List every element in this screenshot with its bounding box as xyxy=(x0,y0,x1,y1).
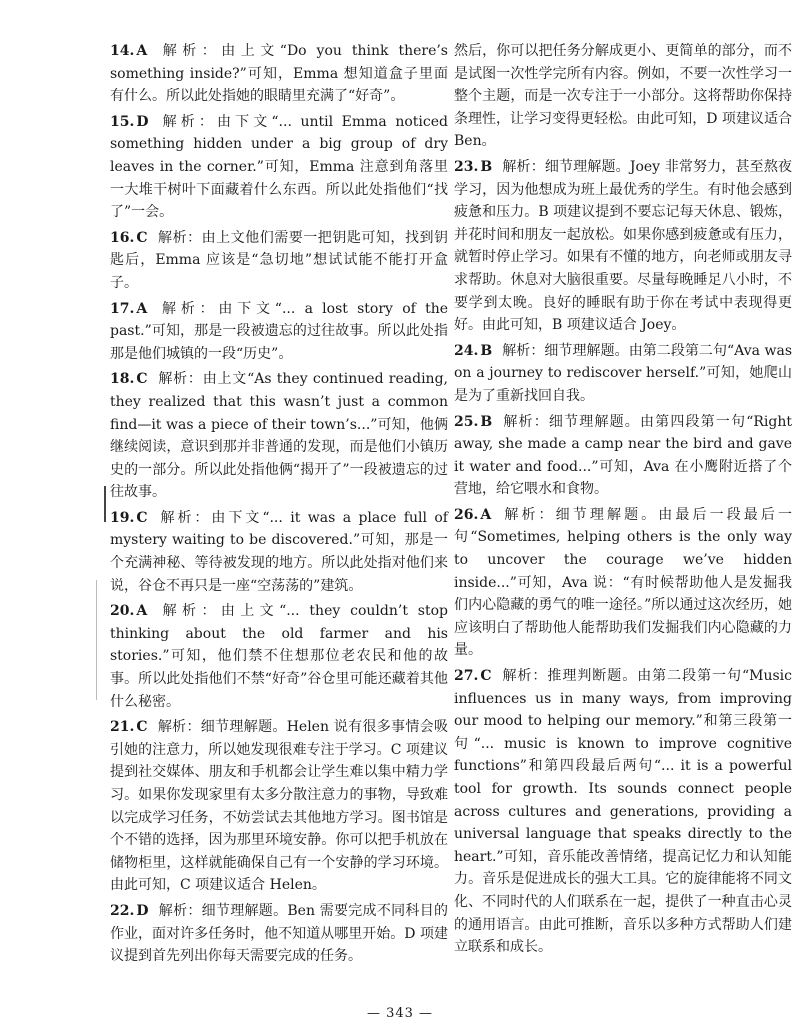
answer-letter: A xyxy=(136,300,148,317)
question-number: 27. xyxy=(454,668,479,685)
answer-letter: C xyxy=(480,668,492,685)
question-number: 20. xyxy=(110,603,135,620)
question-number: 25. xyxy=(454,413,479,430)
answer-entry-19 xyxy=(110,507,448,597)
question-number: 15. xyxy=(110,113,135,130)
explanation-text: 解析：细节理解题。由第二段第二句“Ava was on a journey to rediscover herself.”可知，她爬山是为了重新找回自我。 xyxy=(454,342,792,404)
answer-letter: C xyxy=(136,509,148,526)
answer-entry-27 xyxy=(454,665,792,959)
answer-22-continuation: 然后，你可以把任务分解成更小、更简单的部分，而不是试图一次性学完所有内容。例如，不要一次性学习一整个主题，而是一次专注于一小部分。这将帮助你保持条理性，让学习变得更轻松。由此可知，D 项建议适合 Ben。 xyxy=(454,43,792,150)
explanation-text: 解析：由下文“... it was a place full of mystery waiting to be discovered.”可知，那是一个充满神秘、等待被发现的地方。所以此处指对他们来说，谷仓不再只是一座“空荡荡的”建筑。 xyxy=(110,509,448,594)
answer-entry-15 xyxy=(110,111,448,224)
question-number: 18. xyxy=(110,371,135,388)
answer-letter: A xyxy=(136,603,148,620)
answer-letter: D xyxy=(136,113,149,130)
answer-entry-16 xyxy=(110,227,448,295)
question-number: 16. xyxy=(110,229,135,246)
explanation-text: 解析：由上文“Do you think there’s something inside?”可知，Emma 想知道盒子里面有什么。所以此处指她的眼睛里充满了“好奇”。 xyxy=(110,43,448,105)
explanation-text: 解析：细节理解题。由最后一段最后一句“Sometimes, helping others is the only way to uncover the courage we’ve hidden inside...”可知，Ava 说：“有时候帮助他人是发掘我们内心隐藏的勇气的唯一途径。”所以通过这次经历，她应该明白了帮助他人能帮助我们发掘我们内心隐藏的力量。 xyxy=(454,506,792,659)
answer-entry-20 xyxy=(110,600,448,713)
question-number: 26. xyxy=(454,506,479,523)
answer-letter: C xyxy=(136,371,148,388)
question-number: 23. xyxy=(454,158,479,175)
answer-entry-25 xyxy=(454,411,792,501)
answer-entry-14 xyxy=(110,40,448,108)
question-number: 19. xyxy=(110,509,135,526)
question-number: 24. xyxy=(454,342,479,359)
answer-entry-21 xyxy=(110,716,448,897)
explanation-text: 解析：细节理解题。Joey 非常努力，甚至熬夜学习，因为他想成为班上最优秀的学生。有时他会感到疲惫和压力。B 项建议提到不要忘记每天休息、锻炼，并花时间和朋友一起放松。如果你感到疲惫或有压力，就暂时停止学习。如果有不懂的地方，向老师或朋友寻求帮助。休息对大脑很重要。尽量每晚睡足八小时，不要学到太晚。良好的睡眠有助于你在考试中表现得更好。由此可知，B 项建议适合 Joey。 xyxy=(454,158,792,334)
margin-scan-line xyxy=(96,580,97,700)
right-column xyxy=(454,40,792,962)
left-column xyxy=(110,40,448,971)
question-number: 22. xyxy=(110,902,135,919)
answer-entry-18 xyxy=(110,368,448,504)
margin-bracket-mark xyxy=(104,486,106,522)
answer-entry-23 xyxy=(454,156,792,337)
answer-letter: B xyxy=(480,413,493,430)
answer-letter: A xyxy=(480,506,492,523)
explanation-text: 解析：细节理解题。Ben 需要完成不同科目的作业，面对许多任务时，他不知道从哪里开始。D 项建议提到首先列出你每天需要完成的任务。 xyxy=(110,902,448,965)
answer-letter: B xyxy=(480,158,493,175)
answer-letter: D xyxy=(136,902,149,919)
answer-entry-24 xyxy=(454,340,792,408)
explanation-text: 解析：细节理解题。由第四段第一句“Right away, she made a camp near the bird and gave it water and food...”可知，Ava 在小鹰附近搭了个营地，给它喂水和食物。 xyxy=(454,413,792,498)
explanation-text: 解析：由上文“... they couldn’t stop thinking about the old farmer and his stories.”可知，他们禁不住想那位老农民和他的故事。所以此处指他们不禁“好奇”谷仓里可能还藏着其他什么秘密。 xyxy=(110,603,448,710)
explanation-text: 解析：由上文“As they continued reading, they realized that this wasn’t just a common find—it was a piece of their town’s...”可知，他俩继续阅读，意识到那并非普通的发现，而是他们小镇历史的一部分。所以此处指他俩“揭开了”一段被遗忘的过往故事。 xyxy=(110,371,448,501)
explanation-text: 解析：细节理解题。Helen 说有很多事情会吸引她的注意力，所以她发现很难专注于学习。C 项建议提到社交媒体、朋友和手机都会让学生难以集中精力学习。如果你发现家里有太多分散注意力的事物，导致难以完成学习任务，不妨尝试去其他地方学习。图书馆是个不错的选择，因为那里环境安静。你可以把手机放在储物柜里，这样就能确保自己有一个安静的学习环境。由此可知，C 项建议适合 Helen。 xyxy=(110,719,448,894)
answer-entry-26 xyxy=(454,504,792,662)
explanation-text: 解析：推理判断题。由第二段第一句“Music influences us in many ways, from improving our mood to helping our memory.”和第三段第一句“... music is known to improve cognitive functions”和第四段最后两句“... it is a powerful tool for growth. Its sounds connect people across cultures and generations, providing a universal language that speaks directly to the heart.”可知，音乐能改善情绪，提高记忆力和认知能力。音乐是促进成长的强大工具。它的旋律能将不同文化、不同时代的人们联系在一起，提供了一种直击心灵的通用语言。由此可推断，音乐以多种方式帮助人们建立联系和成长。 xyxy=(454,668,792,956)
answer-letter: A xyxy=(136,43,148,59)
answer-letter: B xyxy=(480,342,493,359)
explanation-text: 解析：由上文他们需要一把钥匙可知，找到钥匙后，Emma 应该是“急切地”想试试能不能打开盒子。 xyxy=(110,229,448,291)
question-number: 14. xyxy=(110,43,135,59)
explanation-text: 解析：由下文“... until Emma noticed something hidden under a big group of dry leaves in the corner.”可知，Emma 注意到角落里一大堆干树叶下面藏着什么东西。所以此处指他们“找了”一会。 xyxy=(110,113,448,221)
page-number: — 343 — xyxy=(366,1006,434,1021)
answer-entry-17 xyxy=(110,298,448,366)
answer-letter: C xyxy=(136,719,148,736)
explanation-text: 解析：由下文“... a lost story of the past.”可知，那是一段被遗忘的过往故事。所以此处指那是他们城镇的一段“历史”。 xyxy=(110,300,448,362)
answer-entry-22 xyxy=(110,900,448,968)
question-number: 21. xyxy=(110,719,135,736)
answer-letter: C xyxy=(136,229,148,246)
question-number: 17. xyxy=(110,300,135,317)
